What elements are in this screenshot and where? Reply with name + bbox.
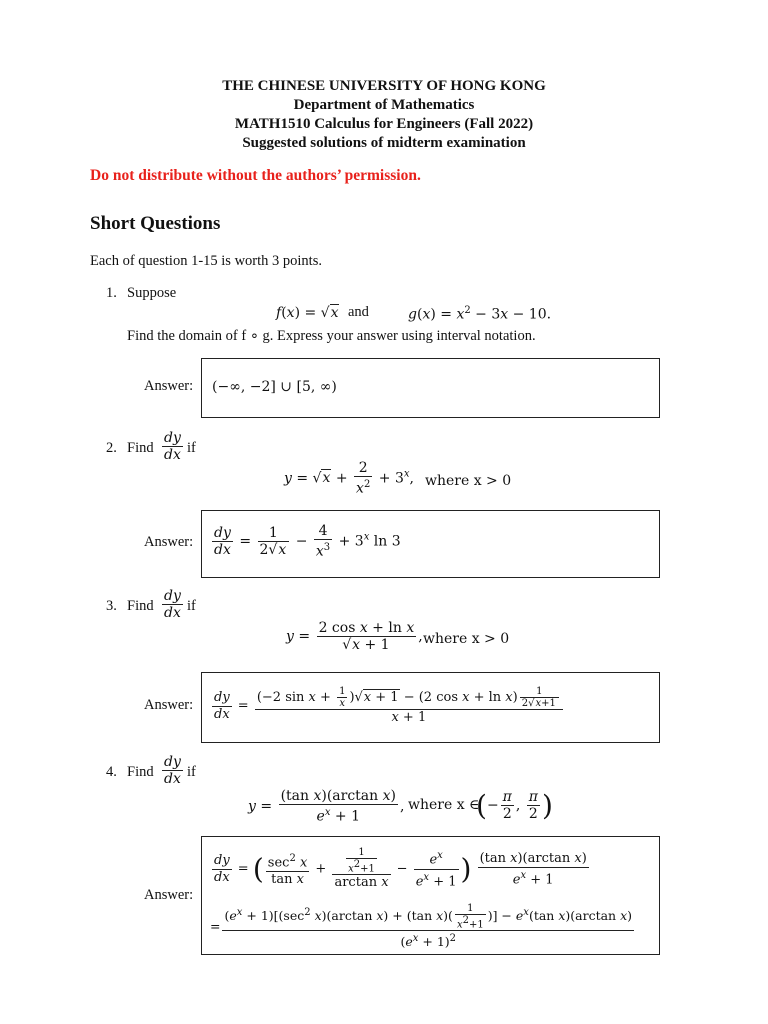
- q2-answer-box: [201, 510, 660, 578]
- q4-interval: (− $\frac{\pi}{2}$ , $\frac{\pi}{2}$ ): [476, 789, 553, 822]
- q4-find: Find: [127, 764, 154, 780]
- department-title: Department of Mathematics: [293, 97, 475, 113]
- q1-and: and: [348, 304, 369, 320]
- q2-dx: dx: [164, 447, 181, 463]
- q4-dydx: $\frac{dy}{dx}$: [164, 754, 181, 787]
- q2-condition: where x > 0: [425, 473, 512, 489]
- q1-answer: (−∞, −2] ∪ [5, ∞): [212, 379, 337, 395]
- q4-answer-box: [201, 836, 660, 955]
- q4-answer-label: Answer:: [144, 887, 194, 903]
- q1-formula-f: f(x) = √x: [276, 305, 339, 321]
- q3-answer: $\frac{dy}{dx}$ = (−2 sin x + $\frac{1}{x}$ )√x + 1 − (2 cos x + ln x) $\frac{1}{2√x+1}$ x + 1: [210, 686, 565, 726]
- q1-formula-g: $g(x) = x^2 - 3x - 10$.: [408, 305, 552, 323]
- q3-answer-box: [201, 672, 660, 743]
- q2-dydx: [160, 430, 185, 463]
- university-title: THE CHINESE UNIVERSITY OF HONG KONG: [222, 78, 546, 94]
- q1-answer-label: Answer:: [144, 378, 194, 394]
- q3-condition: where x > 0: [423, 631, 510, 647]
- q3-dydx: $\frac{dy}{dx}$: [164, 588, 181, 621]
- q4-condition: where x ∈: [408, 797, 480, 813]
- q3-number: 3.: [106, 598, 117, 614]
- q4-answer-line1: $\frac{dy}{dx}$ = ( $\frac{\sec^2 x}{\text{tan x}}$ + $\frac{\frac{1}{x2+1}}{\text{arctan x}}$ − $\frac{e^x}{e^x + 1}$ ) $\frac{\text{(tan x)(arctan x)}}{e^x + 1}$: [214, 847, 587, 891]
- q4-if: if: [187, 764, 196, 780]
- q3-formula: y = $\frac{\text{2 cos x + ln x}}{√x + 1}$ ,: [286, 620, 423, 653]
- q3-find: Find: [127, 598, 154, 614]
- q2-find: Find: [127, 440, 154, 456]
- section-title: Short Questions: [90, 213, 221, 234]
- q2-number: 2.: [106, 440, 117, 456]
- q4-number: 4.: [106, 764, 117, 780]
- q2-answer: $\frac{dy}{dx}$ = $\frac{1}{2√x}$ − $\frac{4}{x^3}$ + $3^x$ ln 3: [214, 523, 401, 560]
- q4-answer-line2: = $(e^x + 1)[(\sec^2$ x)(arctan x) + (tan x)( $\frac{1}{x2+1}$ )] − $e^x(\tan$ x)(arctan x) $(e^x + 1)^2$: [210, 903, 633, 950]
- q4-formula: y = $\frac{\text{(tan x)(arctan x)}}{e^x + 1}$ ,: [248, 788, 405, 825]
- q1-answer-box: [201, 358, 660, 418]
- q2-formula: y = √x + $\frac{2}{x^2}$ + $3^x$,: [284, 460, 414, 497]
- q2-dy: dy: [164, 430, 181, 446]
- q2-answer-label: Answer:: [144, 534, 194, 550]
- q3-answer-label: Answer:: [144, 697, 194, 713]
- distribution-warning: Do not distribute without the authors’ permission.: [90, 167, 421, 184]
- q3-if: if: [187, 598, 196, 614]
- q1-prompt: Find the domain of f ∘ g. Express your answer using interval notation.: [127, 328, 536, 344]
- document-subtitle: Suggested solutions of midterm examination: [242, 135, 526, 151]
- q2-if: if: [187, 440, 196, 456]
- course-title: MATH1510 Calculus for Engineers (Fall 2022): [234, 116, 534, 132]
- q1-number: 1.: [106, 285, 117, 301]
- q1-lead: Suppose: [127, 285, 177, 301]
- intro-text: Each of question 1-15 is worth 3 points.: [90, 253, 322, 269]
